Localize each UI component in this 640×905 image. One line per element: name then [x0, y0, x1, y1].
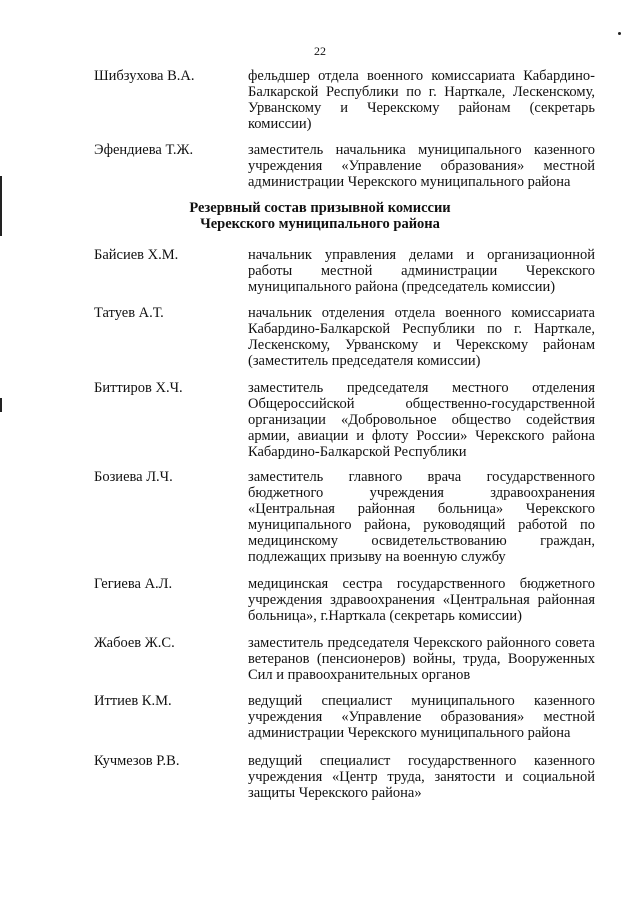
member-name: Биттиров Х.Ч.: [94, 380, 183, 396]
section-title-line: Черекского муниципального района: [200, 216, 440, 232]
member-name: Гегиева А.Л.: [94, 576, 173, 592]
section-title: [0, 200, 640, 232]
member-role: фельдшер отдела военного комиссариата Кабардино-Балкарской Республики по г. Нарткале, Лескенскому, Урванскому и Черекскому районам (секретарь комиссии): [248, 68, 595, 132]
member-role: заместитель главного врача государственного бюджетного учреждения здравоохранения «Центральная районная больница» Черекского муниципального района, руководящий работой по медицинскому освидетельствованию граждан, подлежащих призыву на военную службу: [248, 469, 595, 565]
member-name: Татуев А.Т.: [94, 305, 164, 321]
member-name: Шибзухова В.А.: [94, 68, 195, 84]
scan-edge-mark: [0, 398, 2, 412]
member-role: начальник отделения отдела военного комиссариата Кабардино-Балкарской Республики по г. Нарткале, Лескенскому, Урванскому и Черекскому районам (заместитель председателя комиссии): [248, 305, 595, 369]
member-name: Бозиева Л.Ч.: [94, 469, 173, 485]
member-role: ведущий специалист муниципального казенного учреждения «Управление образования» местной администрации Черекского муниципального района: [248, 693, 595, 741]
member-role: начальник управления делами и организационной работы местной администрации Черекского муниципального района (председатель комиссии): [248, 247, 595, 295]
member-name: Эфендиева Т.Ж.: [94, 142, 194, 158]
member-name: Байсиев Х.М.: [94, 247, 179, 263]
section-title-line: Резервный состав призывной комиссии: [189, 200, 451, 216]
member-role: заместитель начальника муниципального казенного учреждения «Управление образования» местной администрации Черекского муниципального района: [248, 142, 595, 190]
member-role: заместитель председателя Черекского районного совета ветеранов (пенсионеров) войны, труда, Вооруженных Сил и правоохранительных органов: [248, 635, 595, 683]
member-role: заместитель председателя местного отделения Общероссийской общественно-государственной организации «Добровольное общество содействия армии, авиации и флоту России» Черекского района Кабардино-Балкарской Республики: [248, 380, 595, 460]
page-number: 22: [314, 44, 326, 58]
member-role: ведущий специалист государственного казенного учреждения «Центр труда, занятости и социальной защиты Черекского района»: [248, 753, 595, 801]
member-name: Иттиев К.М.: [94, 693, 172, 709]
member-name: Жабоев Ж.С.: [94, 635, 175, 651]
member-name: Кучмезов Р.В.: [94, 753, 180, 769]
scan-dot: [618, 32, 621, 35]
member-role: медицинская сестра государственного бюджетного учреждения здравоохранения «Центральная районная больница», г.Нарткала (секретарь комиссии): [248, 576, 595, 624]
